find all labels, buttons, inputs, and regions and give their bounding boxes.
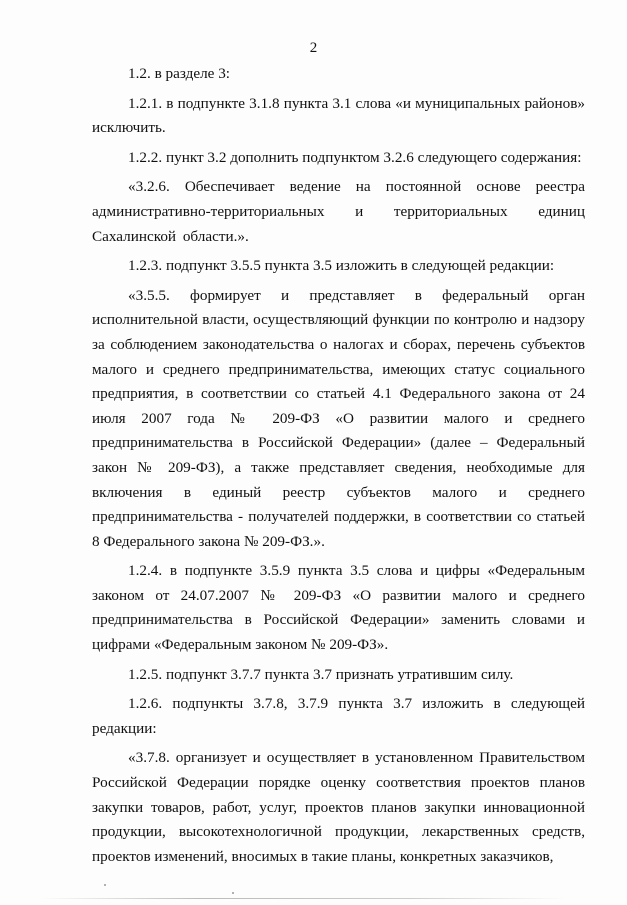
document-body (92, 62, 585, 869)
page-number: 2 (309, 40, 318, 56)
paragraph-3-2-6: «3.2.6. Обеспечивает ведение на постоянной основе реестра административно-территориальных и территориальных единиц Сахалинской области.». (92, 178, 585, 245)
paragraph-3-5-5: «3.5.5. формирует и представляет в федеральный орган исполнительной власти, осуществляющий функции по контролю и надзору за соблюдением законодательства о налогах и сборах, перечень субъектов малого и среднего предпринимательства, имеющих статус социального предприятия, в соответствии со статьей 4.1 Федерального закона от 24 июля 2007 года № 209-ФЗ «О развитии малого и среднего предпринимательства в Российской Федерации» (далее – Федеральный закон № 209-ФЗ), а также представляет сведения, необходимые для включения в единый реестр субъектов малого и среднего предпринимательства - получателей поддержки, в соответствии со статьей 8 Федерального закона № 209-ФЗ.». (92, 286, 585, 550)
scan-speck (104, 884, 106, 886)
scan-speck (232, 892, 234, 894)
paragraph-1-2-6: 1.2.6. подпункты 3.7.8, 3.7.9 пункта 3.7 изложить в следующей редакции: (92, 695, 585, 737)
paragraph-1-2: 1.2. в разделе 3: (128, 65, 231, 82)
paragraph-1-2-5: 1.2.5. подпункт 3.7.7 пункта 3.7 признать утратившим силу. (128, 665, 514, 683)
paragraph-1-2-3: 1.2.3. подпункт 3.5.5 пункта 3.5 изложить в следующей редакции: (128, 257, 555, 275)
scan-edge-line (40, 898, 567, 899)
paragraph-1-2-1: 1.2.1. в подпункте 3.1.8 пункта 3.1 слова «и муниципальных районов» исключить. (92, 94, 585, 137)
paragraph-1-2-2: 1.2.2. пункт 3.2 дополнить подпунктом 3.2.6 следующего содержания: (128, 148, 582, 166)
paragraph-3-7-8: «3.7.8. организует и осуществляет в установленном Правительством Российской Федерации порядке оценку соответствия проектов планов закупки товаров, работ, услуг, проектов планов закупки инновационной продукции, высокотехнологичной продукции, лекарственных средств, проектов изменений, вносимых в такие планы, конкретных заказчиков, (92, 749, 585, 865)
paragraph-1-2-4: 1.2.4. в подпункте 3.5.9 пункта 3.5 слова и цифры «Федеральным законом от 24.07.2007 № 209-ФЗ «О развитии малого и среднего предпринимательства в Российской Федерации» заменить словами и цифрами «Федеральным законом № 209-ФЗ». (92, 562, 585, 654)
